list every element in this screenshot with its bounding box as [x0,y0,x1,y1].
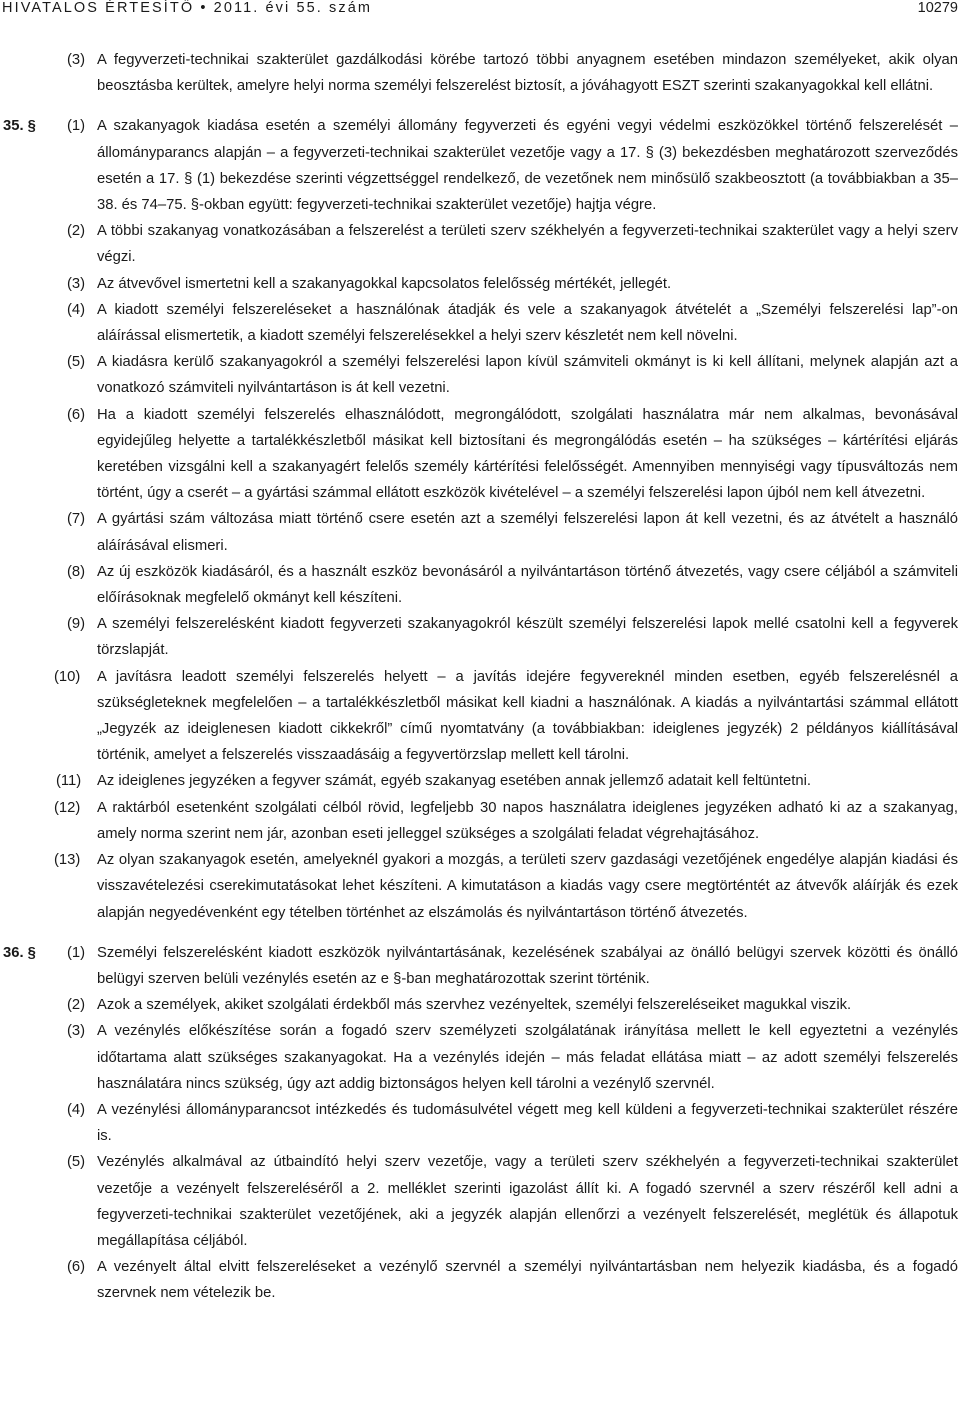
section-label: 35. § [3,118,36,135]
paragraph-text: Ha a kiadott személyi felszerelés elhasználódott, megrongálódott, szolgálati használatra már nem alkalmas, bevonásával egyidejűleg helyette a tartalékkészletből másikat kell biztosítani és megrongálódás esetén – ha szükséges – kártérítési eljárás keretében vizsgálni kell a szakanyagért felelős személy kártérítési felelősségét. Amennyiben mennyiségi vagy típusváltozás nem történt, úgy a cserét – a gyártási számmal ellátott eszközök kivételével – a személyi felszerelési lapon újból nem kell átvezetni. [97,406,958,502]
section-label: 36. § [3,944,36,961]
journal-title: HIVATALOS ÉRTESÍTŐ • 2011. évi 55. szám [2,0,373,16]
paragraph-number: (5) [67,1154,86,1171]
paragraph [0,611,960,663]
paragraph-number: (6) [67,1259,86,1276]
paragraph-number: (3) [67,275,86,292]
paragraph-number: (9) [67,616,86,633]
page-content [0,47,960,1307]
paragraph [0,113,960,218]
paragraph [0,847,960,926]
paragraph [0,559,960,611]
section-36 [0,940,960,1307]
paragraph [0,218,960,270]
paragraph [0,506,960,558]
paragraph-number: (5) [67,354,86,371]
paragraph [0,1149,960,1254]
paragraph-text: Az új eszközök kiadásáról, és a használt eszköz bevonásáról a nyilvántartáson történő átvezetés, vagy csere céljából a számviteli előírásoknak megfelelő okmányt kell készíteni. [97,563,958,607]
paragraph [0,992,960,1018]
paragraph [0,940,960,992]
paragraph-number: (4) [67,1101,86,1118]
paragraph-number: (1) [67,944,86,961]
paragraph-text: Az átvevővel ismertetni kell a szakanyagokkal kapcsolatos felelősség mértékét, jellegét. [97,275,672,292]
paragraph-number: (2) [67,997,86,1014]
paragraph-text: A vezénylési állományparancsot intézkedés és tudomásulvétel végett meg kell küldeni a fegyverzeti-technikai szakterület részére is. [97,1101,958,1145]
paragraph-number: (3) [67,52,86,68]
paragraph-text: A kiadásra kerülő szakanyagokról a személyi felszerelési lapon kívül számviteli okmányt is ki kell állítani, melynek alapján azt a vonatkozó számviteli nyilvántartáson is át kell vezetni. [97,354,958,397]
paragraph [0,1097,960,1149]
paragraph-text: A raktárból esetenként szolgálati célból rövid, legfeljebb 30 napos használatra ideiglenes jegyzéken adható ki az a szakanyag, amely norma szerint nem jár, azonban eseti jelleggel szükséges a szolgálati feladat végrehajtásához. [97,799,958,842]
paragraph-number: (2) [67,223,86,240]
paragraph-text: Az ideiglenes jegyzéken a fegyver számát, egyéb szakanyag esetében annak jellemző adatait kell feltüntetni. [97,773,811,790]
paragraph-text: A fegyverzeti-technikai szakterület gazdálkodási körébe tartozó többi anyagnem esetében mindazon személyeket, akik olyan beosztásba kerültek, amelyre helyi norma személyi felszerelést biztosít, a jóváhagyott ESZT szerinti szakanyagokkal kell ellátni. [97,52,958,95]
paragraph-number: (1) [67,118,86,135]
paragraph [0,271,960,297]
paragraph [0,1018,960,1097]
paragraph-text: Az olyan szakanyagok esetén, amelyeknél gyakori a mozgás, a területi szerv gazdasági vezetőjének engedélye alapján kiadási és visszavételezési cserekimutatásokat lehet készíteni. A kimutatáson a kiadás vagy csere megtörténtét az átvevők aláírják és ezek alapján negyedévenként egy tételben történhet az elszámolás és nyilvántartáson történő átvezetés. [97,852,958,921]
paragraph-number: (3) [67,1023,86,1040]
page-number: 10279 [917,0,958,16]
paragraph-text: Vezénylés alkalmával az útbaindító helyi szerv vezetője, vagy a területi szerv székhelyén a fegyverzeti-technikai szakterület vezetője a vezényelt felszereléséről a 2. melléklet szerinti igazolást állít ki. A fogadó szervnél a szerv részéről kell adni a fegyverzeti-technikai szakterület vezetőjének, aki a jegyzék alapján ellenőrzi a vezényelt felszerelését, meglétük és állapotuk megállapítása céljából. [97,1154,958,1249]
running-header [0,0,960,20]
paragraph [0,297,960,349]
paragraph-number: (6) [67,406,86,423]
intro-paragraph [0,47,960,99]
paragraph-text: A vezénylés előkészítése során a fogadó szerv személyzeti szolgálatának irányítása mellett le kell egyeztetni a vezénylés időtartama alatt szükséges szakanyagokat. Ha a vezénylés idején – más feladat ellátása miatt – az adott személyi felszerelés használatára nincs szükség, úgy azt addig biztonságos helyen kell tárolni a vezénylő szervnél. [97,1023,958,1092]
paragraph-text: A gyártási szám változása miatt történő csere esetén azt a személyi felszerelési lapon át kell vezetni, és az átvételt a használó aláírásával elismeri. [97,511,958,554]
paragraph-text: A javításra leadott személyi felszerelés helyett – a javítás idejére fegyvereknél minden esetben, egyéb felszerelésnél a szükségleteknek megfelelően – a tartalékkészletből másikat kell kiadni a használónak. A kiadás a nyilvántartási számmal ellátott „Jegyzék az ideiglenesen kiadott cikkekről” című nyomtatvány (a továbbiakban: ideiglenes jegyzék) 2 példányos kiállításával történik, amelyet a felszerelés visszaadásáig a fegyvertörzslap mellett kell tárolni. [97,668,958,764]
paragraph [0,664,960,769]
paragraph-number: (10) [54,668,81,685]
paragraph [0,349,960,401]
paragraph-number: (8) [67,563,86,580]
paragraph [0,795,960,847]
paragraph-number: (7) [67,511,86,528]
paragraph [0,402,960,507]
paragraph-text: A többi szakanyag vonatkozásában a felszerelést a területi szerv székhelyén a fegyverzeti-technikai szakterület vagy a helyi szerv végzi. [97,223,958,266]
paragraph-text: A szakanyagok kiadása esetén a személyi állomány fegyverzeti és egyéni vegyi védelmi eszközökkel történő felszerelését – állományparancs alapján – a fegyverzeti-technikai szakterület vezetője vagy a 17. § (3) bekezdésben meghatározott szerveződés esetén a 17. § (1) bekezdése szerinti végzettséggel rendelkező, de vezetőnek nem minősülő szakbeosztott (a továbbiakban a 35–38. és 74–75. §-okban együtt: fegyverzeti-technikai szakterület vezetője) hajtja végre. [97,118,958,214]
paragraph-text: A kiadott személyi felszereléseket a használónak átadják és vele a szakanyagok átvételét a „Személyi felszerelési lap”-on aláírással elismertetik, a kiadott személyi felszerelésekkel a helyi szerv készletét nem kell növelni. [97,301,958,345]
paragraph-text: Személyi felszerelésként kiadott eszközök nyilvántartásának, kezelésének szabályai az önálló belügyi szervek közötti és önálló belügyi szerven belüli vezénylés esetén az e §-ban meghatározottak szerint történik. [97,944,958,987]
paragraph-text: A vezényelt által elvitt felszereléseket a vezénylő szervnél a személyi nyilvántartásban nem helyezik kiadásba, és a fogadó szervnek nem vételezik be. [97,1259,958,1302]
paragraph-number: (4) [67,301,86,318]
paragraph-text: A személyi felszerelésként kiadott fegyverzeti szakanyagokról készült személyi felszerelési lapok mellé csatolni kell a fegyverek törzslapját. [97,616,958,659]
section-35 [0,113,960,925]
paragraph [0,1254,960,1306]
paragraph-number: (13) [54,852,81,869]
paragraph-text: Azok a személyek, akiket szolgálati érdekből más szervhez vezényeltek, személyi felszereléseiket magukkal viszik. [97,997,852,1014]
paragraph [0,768,960,794]
paragraph-number: (12) [54,799,81,816]
paragraph-number: (11) [56,773,82,790]
